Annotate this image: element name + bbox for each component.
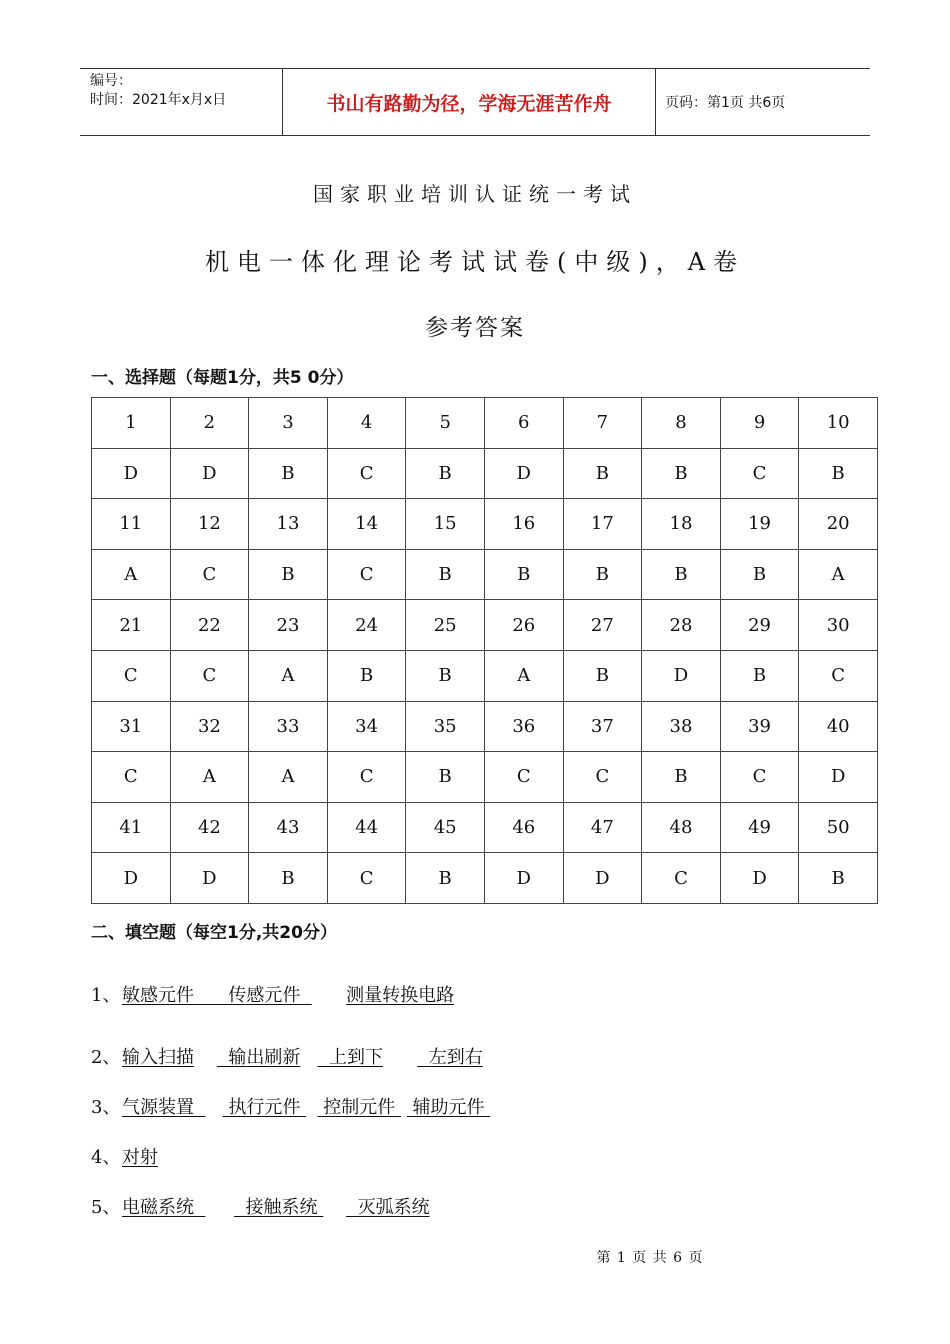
answer-cell: D [170,448,249,499]
fill-answer: 输出刷新 [228,1047,301,1068]
paper-title: 机电一体化理论考试试卷(中级)，A卷 [204,248,746,276]
question-number-cell: 20 [799,499,878,550]
answer-cell: B [327,650,406,701]
question-number-row [92,701,878,752]
document-header [80,68,870,136]
answer-cell: C [327,853,406,904]
question-number-cell: 48 [642,802,721,853]
question-number-cell: 38 [642,701,721,752]
answer-cell: D [484,853,563,904]
question-number-cell: 42 [170,802,249,853]
fill-answer: 传感元件 [228,985,301,1006]
answer-cell: D [92,448,171,499]
fill-answer: 接触系统 [245,1197,318,1218]
question-number-cell: 29 [720,600,799,651]
answer-cell: B [642,752,721,803]
answer-row [92,650,878,701]
question-number-cell: 26 [484,600,563,651]
question-number-cell: 49 [720,802,799,853]
question-number-cell: 37 [563,701,642,752]
fill-answer: 灭弧系统 [357,1197,430,1218]
answer-row [92,752,878,803]
answer-cell: B [406,853,485,904]
question-number-cell: 5 [406,398,485,449]
answer-cell: D [720,853,799,904]
question-number-cell: 43 [249,802,328,853]
answer-cell: C [720,752,799,803]
question-number-cell: 7 [563,398,642,449]
fill-answer: 左到右 [428,1047,483,1068]
answer-cell: D [563,853,642,904]
answer-cell: C [92,752,171,803]
section1-heading: 一、选择题（每题1分，共5 0分） [91,368,354,388]
answer-cell: A [249,650,328,701]
fill-answer: 执行元件 [228,1097,301,1118]
answer-row [92,448,878,499]
answer-cell: B [406,752,485,803]
answer-cell: A [92,549,171,600]
answer-cell: C [563,752,642,803]
answer-cell: B [563,650,642,701]
header-motto: 书山有路勤为径，学海无涯苦作舟 [282,69,656,135]
number-label: 编号： [90,73,132,89]
answer-cell: C [92,650,171,701]
answer-cell: B [249,853,328,904]
fill-item-number: 2、 [91,1047,121,1068]
fill-item-number: 3、 [91,1097,121,1118]
question-number-cell: 21 [92,600,171,651]
question-number-cell: 25 [406,600,485,651]
question-number-cell: 2 [170,398,249,449]
question-number-cell: 23 [249,600,328,651]
fill-answer: 气源装置 [122,1097,194,1118]
question-number-cell: 47 [563,802,642,853]
question-number-cell: 39 [720,701,799,752]
question-number-cell: 4 [327,398,406,449]
question-number-cell: 10 [799,398,878,449]
fill-item-number: 5、 [91,1197,121,1218]
question-number-cell: 12 [170,499,249,550]
question-number-cell: 13 [249,499,328,550]
answer-cell: B [563,549,642,600]
answer-cell: C [484,752,563,803]
question-number-cell: 16 [484,499,563,550]
question-number-cell: 32 [170,701,249,752]
question-number-row [92,802,878,853]
answer-cell: B [406,448,485,499]
question-number-cell: 19 [720,499,799,550]
answers-title: 参考答案 [425,315,525,341]
question-number-cell: 36 [484,701,563,752]
fill-answer: 控制元件 [323,1097,396,1118]
question-number-cell: 31 [92,701,171,752]
answer-cell: B [799,448,878,499]
fill-answer: 上到下 [328,1047,383,1068]
answer-cell: A [170,752,249,803]
answer-cell: C [170,549,249,600]
answer-row [92,853,878,904]
fill-answer: 电磁系统 [122,1197,194,1218]
question-number-cell: 1 [92,398,171,449]
fill-answer: 对射 [122,1147,158,1168]
answer-cell: C [642,853,721,904]
answer-cell: B [642,549,721,600]
question-number-cell: 8 [642,398,721,449]
answer-row [92,549,878,600]
answer-cell: C [327,752,406,803]
fill-item-2 [91,1043,483,1069]
question-number-cell: 3 [249,398,328,449]
header-page-info: 页码：第1页 共6页 [665,95,786,111]
question-number-cell: 6 [484,398,563,449]
answer-cell: D [799,752,878,803]
answer-cell: B [799,853,878,904]
question-number-cell: 45 [406,802,485,853]
question-number-cell: 44 [327,802,406,853]
answer-cell: B [720,549,799,600]
question-number-row [92,499,878,550]
question-number-cell: 50 [799,802,878,853]
question-number-cell: 40 [799,701,878,752]
question-number-cell: 11 [92,499,171,550]
question-number-cell: 17 [563,499,642,550]
answer-cell: C [720,448,799,499]
answer-cell: B [563,448,642,499]
fill-answer: 敏感元件 [122,985,194,1006]
fill-item-1 [91,981,454,1007]
answer-cell: B [249,549,328,600]
question-number-cell: 34 [327,701,406,752]
fill-item-4 [91,1143,158,1169]
header-meta [80,69,282,135]
question-number-cell: 15 [406,499,485,550]
answer-cell: B [249,448,328,499]
fill-item-number: 1、 [91,985,121,1006]
question-number-cell: 30 [799,600,878,651]
answer-cell: D [642,650,721,701]
question-number-cell: 33 [249,701,328,752]
answer-cell: C [799,650,878,701]
answer-cell: C [170,650,249,701]
question-number-cell: 14 [327,499,406,550]
answer-cell: B [720,650,799,701]
question-number-cell: 27 [563,600,642,651]
fill-answer: 输入扫描 [122,1047,194,1068]
fill-answer: 辅助元件 [412,1097,485,1118]
answer-cell: D [170,853,249,904]
section2-heading: 二、填空题（每空1分,共20分） [91,923,337,943]
answer-cell: D [484,448,563,499]
answer-cell: B [642,448,721,499]
question-number-cell: 9 [720,398,799,449]
question-number-cell: 24 [327,600,406,651]
question-number-cell: 18 [642,499,721,550]
exam-title: 国家职业培训认证统一考试 [313,182,637,206]
question-number-cell: 35 [406,701,485,752]
answer-cell: B [406,549,485,600]
question-number-cell: 46 [484,802,563,853]
answer-cell: B [484,549,563,600]
time-label: 时间：2021年x月x日 [90,92,227,108]
answer-cell: D [92,853,171,904]
page-footer: 第 1 页 共 6 页 [596,1250,704,1266]
answer-table [91,397,878,904]
question-number-cell: 41 [92,802,171,853]
answer-cell: C [327,448,406,499]
question-number-cell: 22 [170,600,249,651]
answer-cell: A [799,549,878,600]
answer-cell: A [484,650,563,701]
fill-item-5 [91,1193,430,1219]
fill-item-number: 4、 [91,1147,121,1168]
answer-cell: A [249,752,328,803]
fill-answer: 测量转换电路 [346,985,455,1006]
fill-item-3 [91,1093,490,1119]
question-number-row [92,600,878,651]
answer-cell: C [327,549,406,600]
question-number-cell: 28 [642,600,721,651]
question-number-row [92,398,878,449]
answer-cell: B [406,650,485,701]
